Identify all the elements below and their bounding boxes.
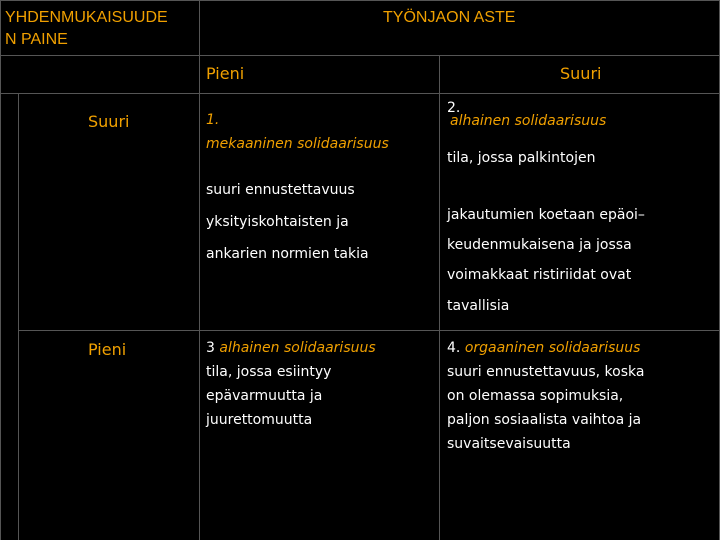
cell1-title: mekaaninen solidaarisuus [206,136,389,152]
grid-line [18,330,720,331]
cell4-line: suuri ennustettavuus, koska [447,364,645,380]
cell4-line: paljon sosiaalista vaihtoa ja [447,412,642,428]
cell2-line: keudenmukaisena ja jossa [447,237,632,253]
cell1-line: suuri ennustettavuus [206,182,355,198]
grid-line [0,55,720,56]
cell4-title: orgaaninen solidaarisuus [464,340,641,356]
grid-line [0,93,720,94]
cell2-line: tavallisia [447,298,510,314]
cell3-line: epävarmuutta ja [206,388,323,404]
cell1-line: ankarien normien takia [206,246,369,262]
cell2-number: 2. [447,100,461,116]
header-line-2: N PAINE [5,31,68,48]
row-header-pieni: Pieni [88,340,127,359]
grid-line [199,0,200,540]
cell1-line: yksityiskohtaisten ja [206,214,349,230]
cell2-title: alhainen solidaarisuus [450,113,607,129]
cell4-heading [447,340,640,356]
col-header-suuri: Suuri [560,64,602,83]
grid-line [439,55,440,540]
cell1-number: 1. [206,112,220,128]
cell3-number: 3 [206,340,215,356]
yhdenmukaisuuden-paine-header [5,7,168,51]
cell3-line: tila, jossa esiintyy [206,364,332,380]
cell3-line: juurettomuutta [206,412,313,428]
cell4-line: on olemassa sopimuksia, [447,388,624,404]
cell2-line: jakautumien koetaan epäoi– [447,207,645,223]
header-line-1: YHDENMUKAISUUDE [5,9,168,26]
grid-line [18,93,19,540]
cell4-line: suvaitsevaisuutta [447,436,571,452]
grid-line [0,0,720,1]
row-header-suuri: Suuri [88,112,130,131]
cell3-heading [206,340,376,356]
tyonjaon-aste-header: TYÖNJAON ASTE [383,9,516,26]
cell2-line: tila, jossa palkintojen [447,150,596,166]
grid-line [0,0,1,540]
cell3-title: alhainen solidaarisuus [219,340,376,356]
cell4-number: 4. [447,340,461,356]
cell2-line: voimakkaat ristiriidat ovat [447,267,632,283]
col-header-pieni: Pieni [206,64,245,83]
